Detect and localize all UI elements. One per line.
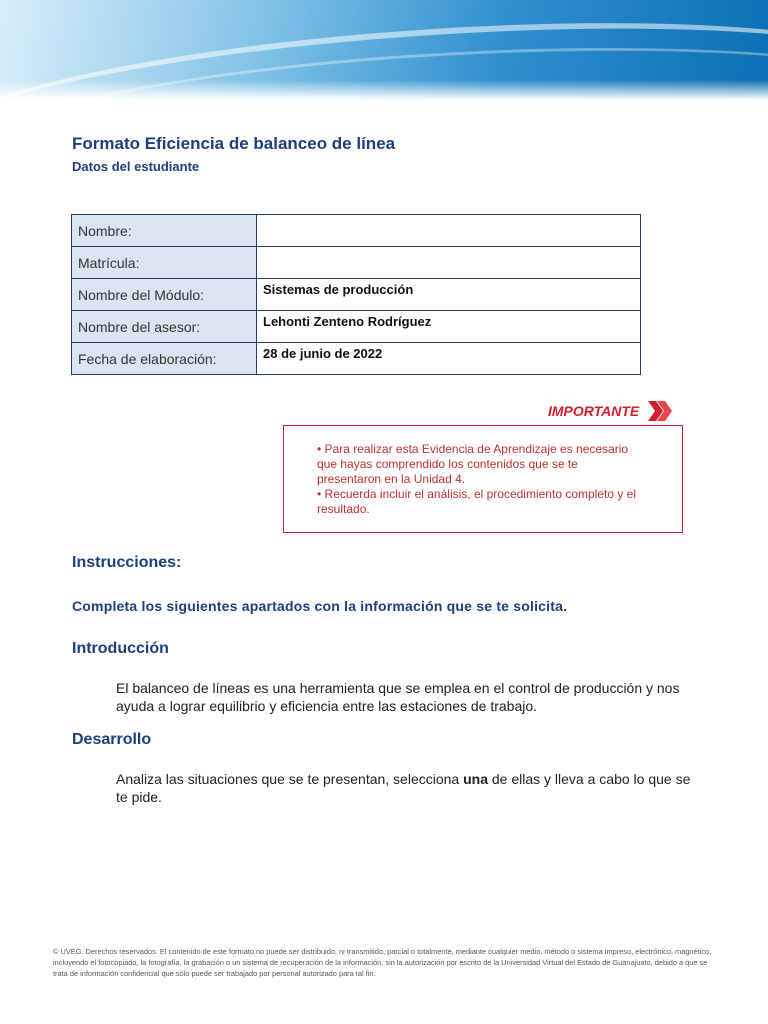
row-label-modulo: Nombre del Módulo: — [72, 279, 257, 311]
row-label-fecha: Fecha de elaboración: — [72, 343, 257, 375]
important-label: IMPORTANTE — [548, 403, 640, 419]
important-text — [317, 442, 642, 517]
row-label-nombre: Nombre: — [72, 215, 257, 247]
row-value-fecha[interactable]: 28 de junio de 2022 — [257, 343, 641, 375]
double-chevron-right-icon — [646, 398, 674, 424]
instructions-lead: Completa los siguientes apartados con la información que se te solicita. — [72, 598, 568, 614]
table-row — [72, 279, 641, 311]
important-bullet-2: • Recuerda incluir el análisis, el procedimiento completo y el resultado. — [317, 487, 637, 516]
row-label-matricula: Matrícula: — [72, 247, 257, 279]
development-text-emphasis: una — [463, 771, 488, 787]
row-label-asesor: Nombre del asesor: — [72, 311, 257, 343]
development-text-end: de ellas y lleva a cabo lo que se te pide. — [116, 771, 691, 805]
instructions-heading: Instrucciones: — [72, 554, 182, 571]
header-banner — [0, 0, 768, 100]
document-title: Formato Eficiencia de balanceo de línea — [72, 134, 396, 153]
row-value-matricula[interactable] — [257, 247, 641, 279]
introduction-heading: Introducción — [72, 640, 169, 657]
development-heading: Desarrollo — [72, 731, 152, 748]
table-row — [72, 215, 641, 247]
development-text-start: Analiza las situaciones que se te presentan, selecciona — [116, 771, 464, 787]
table-row — [72, 247, 641, 279]
introduction-text: El balanceo de líneas es una herramienta que se emplea en el control de producción y nos ayuda a lograr equilibrio y eficiencia entre las estaciones de trabajo. — [116, 680, 680, 714]
important-bullet-1: • Para realizar esta Evidencia de Aprendizaje es necesario que hayas comprendido los contenidos que se te presentaron en la Unidad 4. — [317, 442, 629, 486]
row-value-nombre[interactable] — [257, 215, 641, 247]
table-row — [72, 343, 641, 375]
table-row — [72, 311, 641, 343]
banner-fade — [0, 80, 768, 100]
document-subtitle: Datos del estudiante — [72, 159, 200, 174]
development-text — [116, 770, 696, 806]
student-data-table — [71, 214, 641, 375]
row-value-modulo[interactable]: Sistemas de producción — [257, 279, 641, 311]
copyright-footer: © UVEG. Derechos reservados. El contenido de este formato no puede ser distribuido, ni transmitido, parcial o totalmente, mediante cualquier medio, método o sistema impreso, electrónico, magnético, incluyendo el fotocopiado, la fotografía, la grabación o un sistema de recuperación de la información, sin la autorización por escrito de la Universidad Virtual del Estado de Guanajuato, debido a que se trata de información confidencial que sólo puede ser trabajado por personal autorizado para tal fin. — [53, 947, 712, 978]
important-box — [283, 425, 683, 533]
row-value-asesor[interactable]: Lehonti Zenteno Rodríguez — [257, 311, 641, 343]
